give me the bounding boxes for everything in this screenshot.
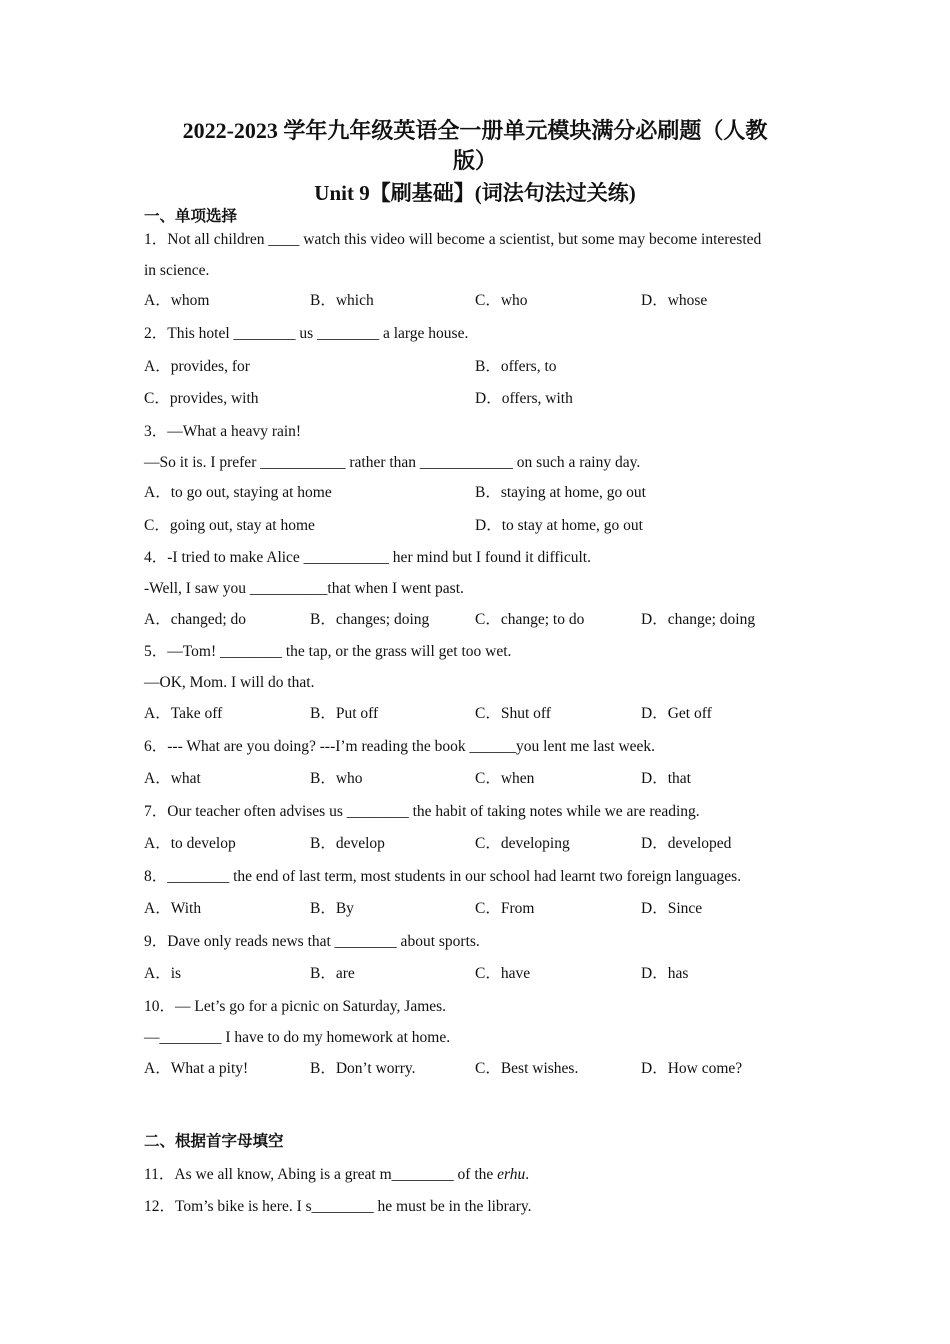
q11-text-post: . — [525, 1166, 530, 1183]
section-heading-1: 一、单项选择 — [144, 208, 238, 225]
q5-option-a: A．Take off — [144, 705, 223, 722]
q4-option-c: C．change; to do — [475, 611, 585, 628]
question-10-text-cont: —________ I have to do my homework at home. — [144, 1029, 451, 1046]
q7-option-a: A．to develop — [144, 835, 236, 852]
q7-option-b: B．develop — [310, 835, 385, 852]
question-7-text: 7．Our teacher often advises us ________ the habit of taking notes while we are reading. — [144, 803, 700, 820]
q6-option-a: A．what — [144, 770, 201, 787]
q7-option-d: D．developed — [641, 835, 732, 852]
q5-option-c: C．Shut off — [475, 705, 551, 722]
q2-option-b: B．offers, to — [475, 358, 557, 375]
q10-option-c: C．Best wishes. — [475, 1060, 579, 1077]
q9-option-a: A．is — [144, 965, 182, 982]
question-11-text — [144, 1165, 529, 1185]
section-heading-2: 二、根据首字母填空 — [144, 1133, 284, 1150]
q8-option-d: D．Since — [641, 900, 703, 917]
q3-option-b: B．staying at home, go out — [475, 484, 646, 501]
q5-option-d: D．Get off — [641, 705, 712, 722]
question-4-text-cont: -Well, I saw you __________that when I went past. — [144, 580, 464, 597]
question-3-text-cont: —So it is. I prefer ___________ rather than ____________ on such a rainy day. — [144, 454, 641, 471]
q2-option-a: A．provides, for — [144, 358, 250, 375]
q11-text-pre: 11．As we all know, Abing is a great m________ of the — [144, 1166, 498, 1183]
q4-option-b: B．changes; doing — [310, 611, 430, 628]
q8-option-a: A．With — [144, 900, 202, 917]
title-line-2: 版） — [452, 148, 497, 173]
question-5-text-cont: —OK, Mom. I will do that. — [144, 674, 315, 691]
q10-option-b: B．Don’t worry. — [310, 1060, 416, 1077]
q4-option-d: D．change; doing — [641, 611, 756, 628]
question-8-text: 8．________ the end of last term, most students in our school had learnt two foreign languages. — [144, 868, 742, 885]
q2-option-c: C．provides, with — [144, 390, 259, 407]
q9-option-c: C．have — [475, 965, 531, 982]
title-line-1: 2022-2023 学年九年级英语全一册单元模块满分必刷题（人教 — [182, 118, 768, 143]
q1-option-d: D．whose — [641, 292, 708, 309]
q6-option-b: B．who — [310, 770, 363, 787]
q6-option-c: C．when — [475, 770, 535, 787]
question-10-text: 10．— Let’s go for a picnic on Saturday, James. — [144, 998, 447, 1015]
q1-option-a: A．whom — [144, 292, 210, 309]
q3-option-a: A．to go out, staying at home — [144, 484, 332, 501]
question-6-text: 6．--- What are you doing? ---I’m reading the book ______you lent me last week. — [144, 738, 656, 755]
question-12-text: 12．Tom’s bike is here. I s________ he must be in the library. — [144, 1198, 532, 1215]
q10-option-d: D．How come? — [641, 1060, 743, 1077]
q8-option-b: B．By — [310, 900, 354, 917]
title-line-3: Unit 9【刷基础】(词法句法过关练) — [314, 181, 636, 205]
q11-italic-word: erhu — [497, 1166, 526, 1183]
question-1-text: 1．Not all children ____ watch this video will become a scientist, but some may become interested — [144, 231, 762, 248]
question-9-text: 9．Dave only reads news that ________ about sports. — [144, 933, 480, 950]
question-1-text-cont: in science. — [144, 262, 210, 279]
q10-option-a: A．What a pity! — [144, 1060, 249, 1077]
q3-option-d: D．to stay at home, go out — [475, 517, 643, 534]
q5-option-b: B．Put off — [310, 705, 379, 722]
q8-option-c: C．From — [475, 900, 535, 917]
q9-option-d: D．has — [641, 965, 689, 982]
q6-option-d: D．that — [641, 770, 691, 787]
question-3-text: 3．—What a heavy rain! — [144, 423, 302, 440]
q9-option-b: B．are — [310, 965, 355, 982]
question-2-text: 2．This hotel ________ us ________ a large house. — [144, 325, 469, 342]
q7-option-c: C．developing — [475, 835, 570, 852]
q1-option-c: C．who — [475, 292, 528, 309]
q2-option-d: D．offers, with — [475, 390, 573, 407]
q1-option-b: B．which — [310, 292, 374, 309]
question-4-text: 4．-I tried to make Alice ___________ her mind but I found it difficult. — [144, 549, 591, 566]
q4-option-a: A．changed; do — [144, 611, 247, 628]
q3-option-c: C．going out, stay at home — [144, 517, 315, 534]
question-5-text: 5．—Tom! ________ the tap, or the grass will get too wet. — [144, 643, 512, 660]
